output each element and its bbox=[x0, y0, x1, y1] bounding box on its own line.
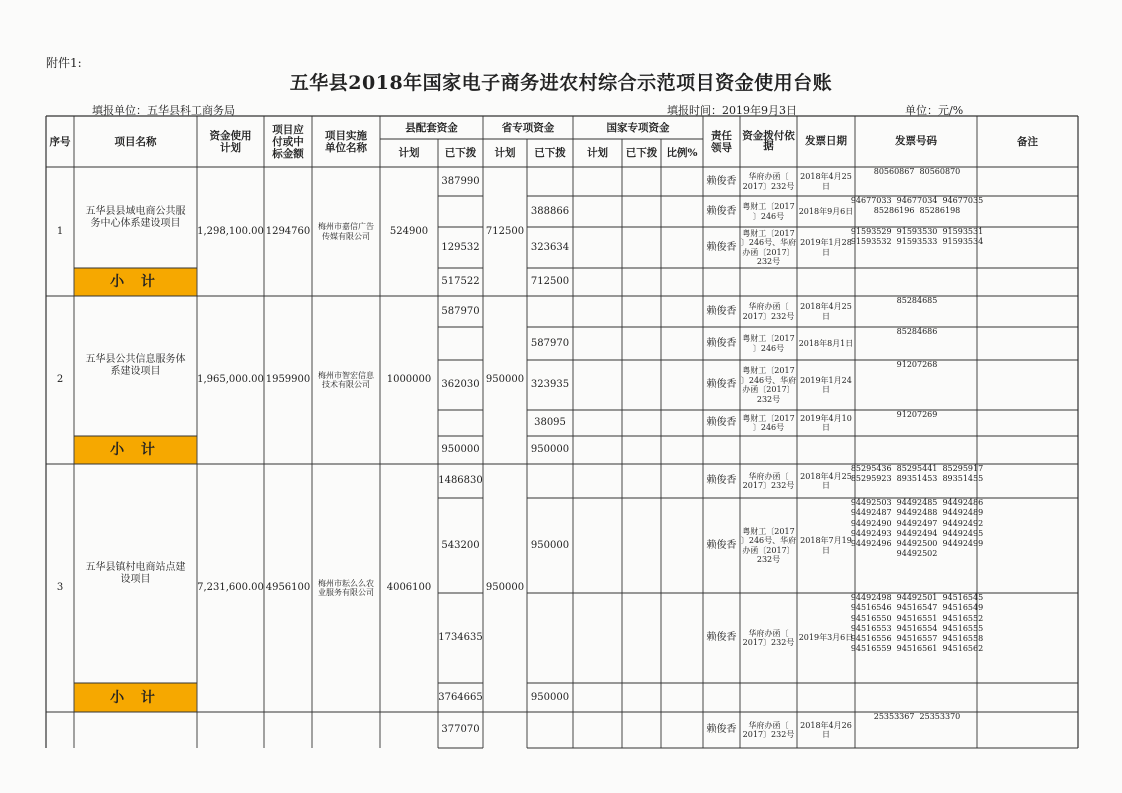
project-seq bbox=[46, 464, 74, 712]
funding-basis bbox=[740, 498, 797, 593]
subtotal-prov-value: 712500 bbox=[530, 276, 570, 287]
header-national bbox=[573, 116, 703, 139]
invoice-date-value: 2019年1月28日 bbox=[800, 238, 852, 257]
invoice-date-value: 2019年4月10日 bbox=[800, 413, 852, 432]
header-ratio-value: 比例% bbox=[666, 147, 698, 159]
funding-basis-line: 华府办函〔 bbox=[748, 720, 789, 730]
header-province bbox=[483, 116, 573, 139]
responsible-leader-value: 赖俊香 bbox=[706, 205, 737, 217]
invoice-numbers-line: 85284686 bbox=[896, 327, 938, 336]
header-inv-no-value: 发票号码 bbox=[895, 134, 937, 147]
funding-basis-line: 〕246号、华府 bbox=[740, 238, 797, 247]
invoice-numbers-line: 91593532 91593533 91593534 bbox=[850, 237, 984, 247]
invoice-date bbox=[797, 196, 855, 227]
invoice-date-value: 2018年4月25日 bbox=[800, 471, 852, 490]
invoice-numbers bbox=[855, 296, 977, 327]
prov-paid-value: 323634 bbox=[530, 241, 570, 253]
header-impl-line: 单位名称 bbox=[325, 141, 367, 154]
invoice-numbers-line: 94516546 94516547 94516549 bbox=[850, 603, 984, 613]
prov-paid-value: 388866 bbox=[530, 205, 570, 217]
funding-basis bbox=[740, 593, 797, 683]
responsible-leader-value: 赖俊香 bbox=[706, 379, 737, 390]
county-plan bbox=[380, 167, 438, 296]
payable-amount-value: 4956100 bbox=[265, 582, 311, 593]
invoice-numbers-line: 85295923 89351453 89351455 bbox=[850, 474, 984, 484]
prov-paid bbox=[527, 410, 573, 436]
project-seq-value: 3 bbox=[56, 582, 64, 593]
invoice-numbers-line: 91593529 91593530 91593531 bbox=[850, 227, 984, 236]
header-province-value: 省专项资金 bbox=[501, 121, 555, 134]
funding-basis-line: 〕246号、华府 bbox=[740, 375, 797, 385]
invoice-date bbox=[797, 712, 855, 748]
invoice-numbers bbox=[850, 227, 984, 268]
prov-paid bbox=[527, 327, 573, 360]
prov-paid bbox=[527, 227, 573, 268]
prov-plan bbox=[483, 296, 527, 464]
attachment-label: 附件1: bbox=[46, 56, 82, 70]
prov-paid-value: 587970 bbox=[530, 337, 570, 349]
invoice-numbers bbox=[850, 498, 984, 593]
impl-unit-line: 梅州市嘉信广告 bbox=[318, 222, 374, 231]
impl-unit-line: 传媒有限公司 bbox=[322, 231, 370, 241]
responsible-leader-value: 赖俊香 bbox=[706, 417, 737, 428]
funding-basis-line: 华府办函〔 bbox=[748, 172, 789, 181]
invoice-numbers bbox=[850, 196, 984, 227]
funding-basis bbox=[740, 227, 797, 268]
prov-paid-value: 38095 bbox=[534, 417, 566, 428]
header-prov-paid bbox=[527, 139, 573, 167]
invoice-date-value: 2019年1月24日 bbox=[800, 375, 852, 394]
prov-paid-value: 950000 bbox=[530, 539, 570, 551]
subtotal-label-value: 小 计 bbox=[110, 689, 161, 706]
header-nat-paid bbox=[622, 139, 661, 167]
impl-unit bbox=[312, 464, 380, 712]
currency-unit: 单位：元/% bbox=[905, 104, 964, 117]
invoice-date bbox=[797, 227, 855, 268]
responsible-leader bbox=[703, 410, 740, 436]
header-national-value: 国家专项资金 bbox=[606, 121, 670, 134]
funding-basis bbox=[740, 327, 797, 360]
header-leader-line: 责任 bbox=[711, 129, 732, 142]
funding-basis-line: 2017〕232号 bbox=[742, 638, 795, 647]
header-inv-no bbox=[855, 116, 977, 167]
funding-basis-line: 232号 bbox=[756, 257, 781, 266]
invoice-numbers-line: 94492490 94492497 94492492 bbox=[850, 518, 984, 528]
subtotal-county bbox=[438, 683, 483, 712]
funding-basis-line: 2017〕232号 bbox=[742, 481, 795, 490]
header-note-value: 备注 bbox=[1017, 135, 1038, 148]
funding-basis bbox=[740, 410, 797, 436]
prov-plan-value: 712500 bbox=[485, 225, 525, 237]
invoice-numbers-line: 94492502 bbox=[896, 549, 938, 559]
county-paid bbox=[438, 498, 483, 593]
payable-amount bbox=[264, 167, 312, 296]
responsible-leader bbox=[703, 296, 740, 327]
county-plan bbox=[380, 464, 438, 712]
impl-unit-line: 业服务有限公司 bbox=[318, 588, 374, 597]
project-name-line: 系建设项目 bbox=[110, 366, 161, 377]
invoice-numbers-line: 94492493 94492494 94492495 bbox=[850, 528, 984, 538]
invoice-date bbox=[797, 167, 855, 196]
prov-paid-value: 323935 bbox=[530, 379, 570, 390]
header-inv-date bbox=[797, 116, 855, 167]
header-county-plan-value: 计划 bbox=[398, 147, 420, 159]
project-name bbox=[74, 464, 197, 683]
header-note bbox=[977, 116, 1078, 167]
plan-amount-value: 1,965,000.00 bbox=[197, 374, 264, 385]
header-prov-plan-value: 计划 bbox=[494, 147, 516, 159]
plan-amount bbox=[197, 464, 264, 712]
invoice-date bbox=[797, 464, 855, 498]
county-plan-value: 4006100 bbox=[386, 582, 432, 593]
subtotal-prov bbox=[527, 683, 573, 712]
subtotal-prov bbox=[527, 268, 573, 296]
invoice-numbers-line: 85284685 bbox=[896, 296, 938, 305]
header-payable-line: 付或中 bbox=[272, 135, 304, 148]
invoice-numbers bbox=[855, 360, 977, 410]
project-name-line: 务中心体系建设项目 bbox=[90, 217, 181, 229]
county-paid bbox=[438, 712, 483, 748]
responsible-leader-value: 赖俊香 bbox=[706, 475, 737, 486]
header-impl bbox=[312, 116, 380, 167]
responsible-leader-value: 赖俊香 bbox=[706, 724, 737, 735]
funding-basis-line: 粤财工〔2017 bbox=[742, 334, 795, 343]
impl-unit bbox=[312, 167, 380, 296]
subtotal-county-value: 517522 bbox=[441, 276, 480, 287]
header-basis bbox=[740, 116, 797, 167]
plan-amount-value: 7,231,600.00 bbox=[197, 582, 264, 593]
subtotal-prov bbox=[527, 436, 573, 464]
funding-basis-line: 粤财工〔2017 bbox=[742, 526, 795, 536]
funding-basis-line: 华府办函〔 bbox=[748, 302, 789, 311]
project-name-line: 设项目 bbox=[120, 573, 151, 585]
project-seq-value: 2 bbox=[56, 374, 64, 385]
responsible-leader bbox=[703, 327, 740, 360]
subtotal-label-value: 小 计 bbox=[110, 442, 161, 458]
subtotal-county bbox=[438, 268, 483, 296]
responsible-leader bbox=[703, 712, 740, 748]
invoice-numbers-line: 94677033 94677034 94677035 bbox=[850, 196, 984, 205]
county-paid-value: 587970 bbox=[441, 305, 480, 317]
funding-basis-line: 〕246号 bbox=[752, 343, 785, 353]
funding-basis-line: 粤财工〔2017 bbox=[742, 202, 795, 211]
project-seq bbox=[46, 167, 74, 296]
subtotal-prov-value: 950000 bbox=[530, 444, 570, 455]
header-prov-paid-value: 已下拨 bbox=[534, 147, 566, 159]
header-plan bbox=[197, 116, 264, 167]
invoice-date-value: 2018年8月1日 bbox=[798, 338, 854, 348]
project-seq-value: 1 bbox=[56, 225, 64, 237]
project-name-line: 五华县公共信息服务体 bbox=[85, 354, 186, 365]
invoice-numbers-line: 94516559 94516561 94516562 bbox=[850, 644, 984, 654]
county-paid bbox=[438, 227, 483, 268]
payable-amount-value: 1294760 bbox=[265, 225, 311, 237]
funding-basis bbox=[740, 196, 797, 227]
invoice-date-value: 2018年4月25日 bbox=[800, 172, 852, 191]
subtotal-label bbox=[74, 683, 197, 712]
subtotal-county-value: 950000 bbox=[441, 444, 480, 455]
project-name-line: 五华县县域电商公共服 bbox=[85, 205, 186, 217]
invoice-numbers-line: 91207268 bbox=[896, 360, 938, 369]
invoice-numbers bbox=[850, 593, 984, 683]
funding-basis-line: 办函〔2017〕 bbox=[742, 385, 795, 394]
impl-unit-line: 技术有限公司 bbox=[322, 380, 370, 389]
invoice-date-value: 2018年9月6日 bbox=[798, 206, 854, 216]
responsible-leader-value: 赖俊香 bbox=[706, 337, 737, 349]
invoice-date bbox=[797, 327, 855, 360]
funding-basis bbox=[740, 464, 797, 498]
subtotal-prov-value: 950000 bbox=[530, 691, 570, 703]
invoice-numbers bbox=[855, 410, 977, 436]
header-nat-paid-value: 已下拨 bbox=[625, 147, 658, 159]
subtotal-label bbox=[74, 436, 197, 464]
county-paid bbox=[438, 464, 483, 498]
county-paid-value: 387990 bbox=[441, 175, 480, 187]
funding-basis bbox=[740, 296, 797, 327]
invoice-numbers-line: 94492498 94492501 94516545 bbox=[850, 593, 984, 602]
project-name bbox=[74, 167, 197, 268]
county-paid-value: 362030 bbox=[441, 379, 480, 390]
subtotal-label-value: 小 计 bbox=[110, 274, 161, 290]
header-county-paid-value: 已下拨 bbox=[444, 147, 477, 159]
funding-basis bbox=[740, 712, 797, 748]
funding-basis-line: 粤财工〔2017 bbox=[742, 366, 795, 375]
prov-plan bbox=[483, 167, 527, 296]
county-paid bbox=[438, 167, 483, 196]
county-paid bbox=[438, 360, 483, 410]
funding-basis-line: 2017〕232号 bbox=[742, 311, 795, 321]
invoice-numbers bbox=[855, 712, 977, 748]
responsible-leader-value: 赖俊香 bbox=[706, 175, 737, 187]
payable-amount bbox=[264, 464, 312, 712]
header-county-paid bbox=[438, 139, 483, 167]
invoice-numbers-line: 80560867 80560870 bbox=[873, 167, 961, 176]
header-leader bbox=[703, 116, 740, 167]
funding-basis-line: 粤财工〔2017 bbox=[742, 228, 795, 238]
county-paid bbox=[438, 296, 483, 327]
funding-basis-line: 华府办函〔 bbox=[748, 471, 789, 481]
invoice-numbers-line: 94516556 94516557 94516558 bbox=[850, 634, 984, 644]
page-title: 五华县2018年国家电子商务进农村综合示范项目资金使用台账 bbox=[289, 72, 833, 94]
county-plan-value: 1000000 bbox=[386, 374, 432, 385]
funding-basis-line: 〕246号 bbox=[752, 211, 785, 221]
header-ratio bbox=[661, 139, 703, 167]
invoice-numbers-line: 85295436 85295441 85295917 bbox=[850, 464, 984, 473]
responsible-leader bbox=[703, 360, 740, 410]
header-seq-value: 序号 bbox=[49, 135, 71, 148]
funding-basis-line: 办函〔2017〕 bbox=[742, 247, 795, 257]
header-county-plan bbox=[380, 139, 438, 167]
invoice-numbers bbox=[855, 327, 977, 360]
header-name-value: 项目名称 bbox=[114, 135, 157, 148]
subtotal-label bbox=[74, 268, 197, 296]
invoice-numbers-line: 25353367 25353370 bbox=[873, 712, 961, 721]
invoice-date-value: 2019年3月6日 bbox=[798, 633, 854, 643]
invoice-date bbox=[797, 296, 855, 327]
header-nat-plan-value: 计划 bbox=[587, 147, 608, 159]
funding-basis bbox=[740, 360, 797, 410]
responsible-leader-value: 赖俊香 bbox=[706, 632, 737, 643]
header-inv-date-value: 发票日期 bbox=[805, 134, 847, 147]
invoice-date-value: 2018年7月19日 bbox=[800, 536, 852, 555]
funding-basis-line: 办函〔2017〕 bbox=[742, 545, 795, 555]
invoice-numbers-line: 94516550 94516551 94516552 bbox=[850, 613, 984, 623]
header-seq bbox=[46, 116, 74, 167]
prov-plan bbox=[483, 464, 527, 712]
prov-plan-value: 950000 bbox=[485, 374, 525, 385]
header-payable bbox=[264, 116, 312, 167]
prov-paid bbox=[527, 498, 573, 593]
responsible-leader bbox=[703, 593, 740, 683]
responsible-leader bbox=[703, 167, 740, 196]
county-paid-value: 1734635 bbox=[438, 632, 483, 643]
funding-basis-line: 2017〕232号 bbox=[742, 181, 795, 191]
header-basis-value: 资金拨付依据 bbox=[742, 130, 795, 152]
invoice-numbers-line: 91207269 bbox=[896, 410, 938, 419]
invoice-numbers-line: 94492496 94492500 94492499 bbox=[850, 539, 984, 549]
header-county bbox=[380, 116, 483, 139]
header-prov-plan bbox=[483, 139, 527, 167]
impl-unit bbox=[312, 296, 380, 464]
county-paid-value: 129532 bbox=[441, 241, 480, 253]
invoice-date bbox=[797, 360, 855, 410]
payable-amount-value: 1959900 bbox=[265, 374, 311, 385]
responsible-leader bbox=[703, 498, 740, 593]
responsible-leader-value: 赖俊香 bbox=[706, 539, 737, 551]
header-plan-line: 资金使用 bbox=[209, 129, 252, 142]
invoice-numbers bbox=[850, 464, 984, 498]
funding-basis bbox=[740, 167, 797, 196]
invoice-numbers-line: 94516553 94516554 94516555 bbox=[850, 623, 984, 633]
responsible-leader bbox=[703, 227, 740, 268]
header-payable-line: 标金额 bbox=[272, 147, 304, 160]
county-paid-value: 377070 bbox=[441, 724, 480, 735]
county-paid-value: 543200 bbox=[441, 539, 480, 551]
project-name bbox=[74, 296, 197, 436]
county-paid bbox=[438, 593, 483, 683]
invoice-date-value: 2018年4月26日 bbox=[800, 720, 852, 739]
prov-plan-value: 950000 bbox=[485, 582, 525, 593]
funding-basis-line: 〕246号、华府 bbox=[740, 536, 797, 545]
invoice-numbers-line: 94492487 94492488 94492489 bbox=[850, 508, 984, 518]
impl-unit-line: 梅州市耘么么农 bbox=[318, 578, 374, 588]
invoice-numbers bbox=[855, 167, 977, 196]
prov-paid bbox=[527, 196, 573, 227]
filing-date: 填报时间：2019年9月3日 bbox=[667, 104, 797, 117]
project-name-line: 五华县镇村电商站点建 bbox=[85, 561, 186, 573]
county-plan bbox=[380, 296, 438, 464]
funding-basis-line: 232号 bbox=[756, 394, 781, 404]
invoice-date bbox=[797, 410, 855, 436]
invoice-date bbox=[797, 498, 855, 593]
header-leader-line: 领导 bbox=[711, 141, 732, 154]
header-name bbox=[74, 116, 197, 167]
header-county-value: 县配套资金 bbox=[405, 121, 458, 134]
funding-basis-line: 232号 bbox=[756, 555, 781, 564]
header-plan-line: 计划 bbox=[220, 141, 241, 154]
project-seq bbox=[46, 296, 74, 464]
invoice-date bbox=[797, 593, 855, 683]
header-nat-plan bbox=[573, 139, 622, 167]
prov-paid bbox=[527, 360, 573, 410]
funding-basis-line: 粤财工〔2017 bbox=[742, 413, 795, 423]
funding-basis-line: 2017〕232号 bbox=[742, 730, 795, 739]
plan-amount bbox=[197, 296, 264, 464]
header-payable-line: 项目应 bbox=[272, 123, 304, 136]
funding-basis-line: 〕246号 bbox=[752, 423, 785, 432]
payable-amount bbox=[264, 296, 312, 464]
plan-amount bbox=[197, 167, 264, 296]
invoice-numbers-line: 94492503 94492485 94492486 bbox=[850, 498, 984, 507]
responsible-leader-value: 赖俊香 bbox=[706, 305, 737, 317]
responsible-leader bbox=[703, 196, 740, 227]
invoice-date-value: 2018年4月25日 bbox=[800, 302, 852, 321]
county-plan-value: 524900 bbox=[389, 225, 429, 237]
impl-unit-line: 梅州市智宏信息 bbox=[318, 370, 374, 380]
county-paid-value: 1486830 bbox=[438, 475, 483, 486]
filing-unit: 填报单位：五华县科工商务局 bbox=[92, 104, 235, 117]
plan-amount-value: 1,298,100.00 bbox=[197, 225, 264, 237]
subtotal-county-value: 3764665 bbox=[438, 691, 483, 703]
funding-basis-line: 华府办函〔 bbox=[748, 628, 789, 638]
responsible-leader bbox=[703, 464, 740, 498]
responsible-leader-value: 赖俊香 bbox=[706, 241, 737, 253]
header-impl-line: 项目实施 bbox=[325, 129, 367, 142]
subtotal-county bbox=[438, 436, 483, 464]
invoice-numbers-line: 85286196 85286198 bbox=[873, 206, 961, 216]
